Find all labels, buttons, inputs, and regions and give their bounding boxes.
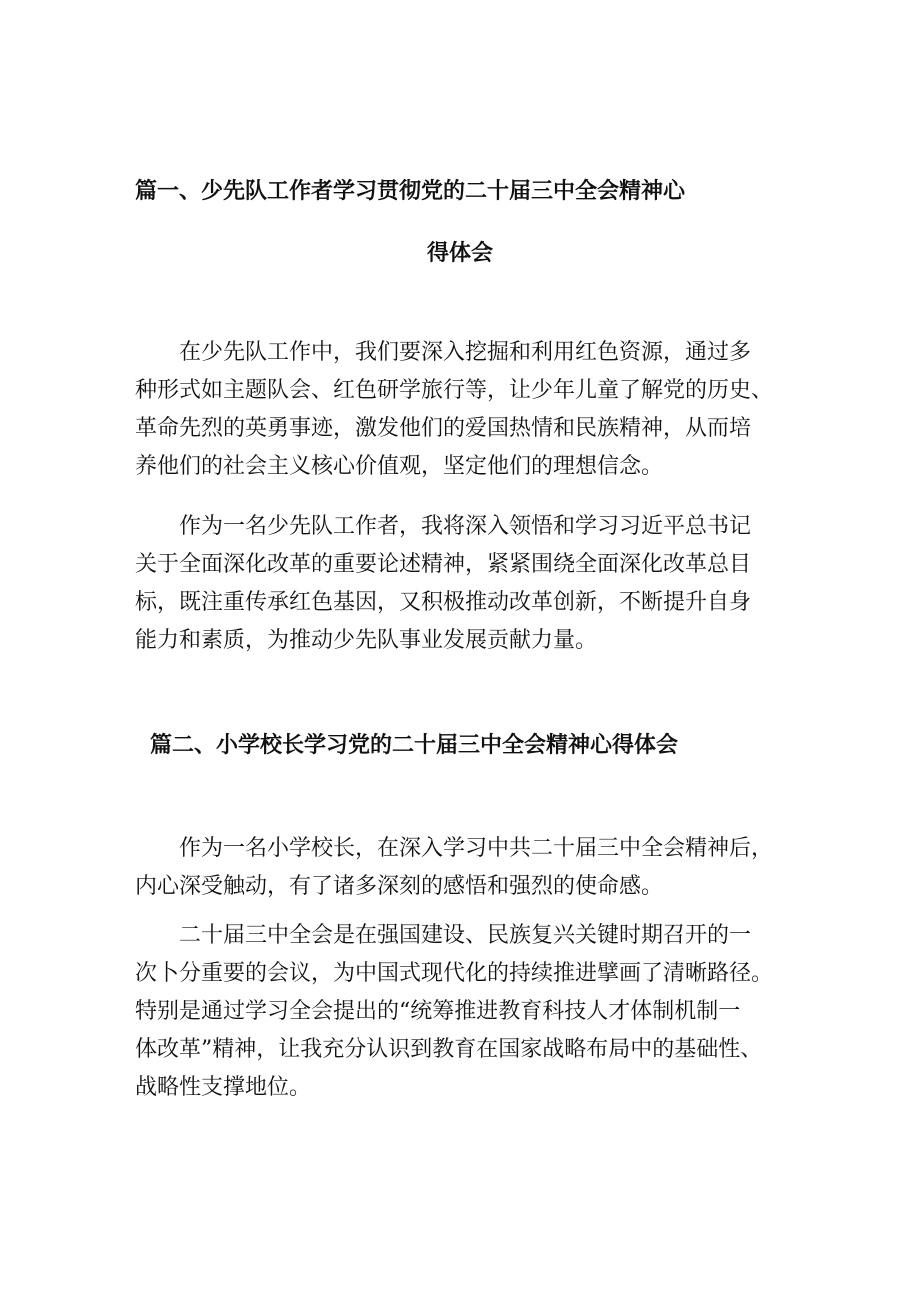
text-line: 作为一名小学校长，在深入学习中共二十届三中全会精神后， [179,836,774,861]
text-line: 养他们的社会主义核心价值观，坚定他们的理想信念。 [135,454,664,479]
text-line: 体改革”精神，让我充分认识到教育在国家战略布局中的基础性、 [135,1037,763,1062]
section1-paragraph-1 [135,334,773,486]
text-line: 特别是通过学习全会提出的“统筹推进教育科技人才体制机制一 [135,999,741,1024]
text-line: 次卜分重要的会议，为中国式现代化的持续推进擘画了清晰路径。 [135,961,774,986]
text-line: 二十届三中全会是在强国建设、民族复兴关键时期召开的一 [179,923,752,948]
section1-title-line1: 篇一、少先队工作者学习贯彻党的二十届三中全会精神心 [135,179,686,204]
section2-paragraph-2 [135,917,773,1107]
section1-paragraph-2 [135,508,751,660]
text-line: 在少先队工作中，我们要深入挖掘和利用红色资源，通过多 [179,340,752,365]
text-line: 作为一名少先队工作者，我将深入领悟和学习习近平总书记 [179,514,752,539]
text-line: 关于全面深化改革的重要论述精神，紧紧围绕全面深化改革总目 [135,552,752,577]
text-line: 革命先烈的英勇事迹，激发他们的爱国热情和民族精神，从而培 [135,416,752,441]
text-line: 能力和素质，为推动少先队事业发展贡献力量。 [135,628,598,653]
section2-paragraph-1 [135,830,773,906]
text-line: 标，既注重传承红色基因，又积极推动改革创新，不断提升自身 [135,590,752,615]
text-line: 内心深受触动，有了诸多深刻的感悟和强烈的使命感。 [135,874,664,899]
text-line: 种形式如主题队会、红色研学旅行等，让少年儿童了解党的历史、 [135,378,774,403]
text-line: 战略性支撑地位。 [135,1075,312,1100]
section2-title: 篇二、小学校长学习党的二十届三中全会精神心得体会 [150,733,679,758]
section1-title-line2: 得体会 [427,241,494,266]
